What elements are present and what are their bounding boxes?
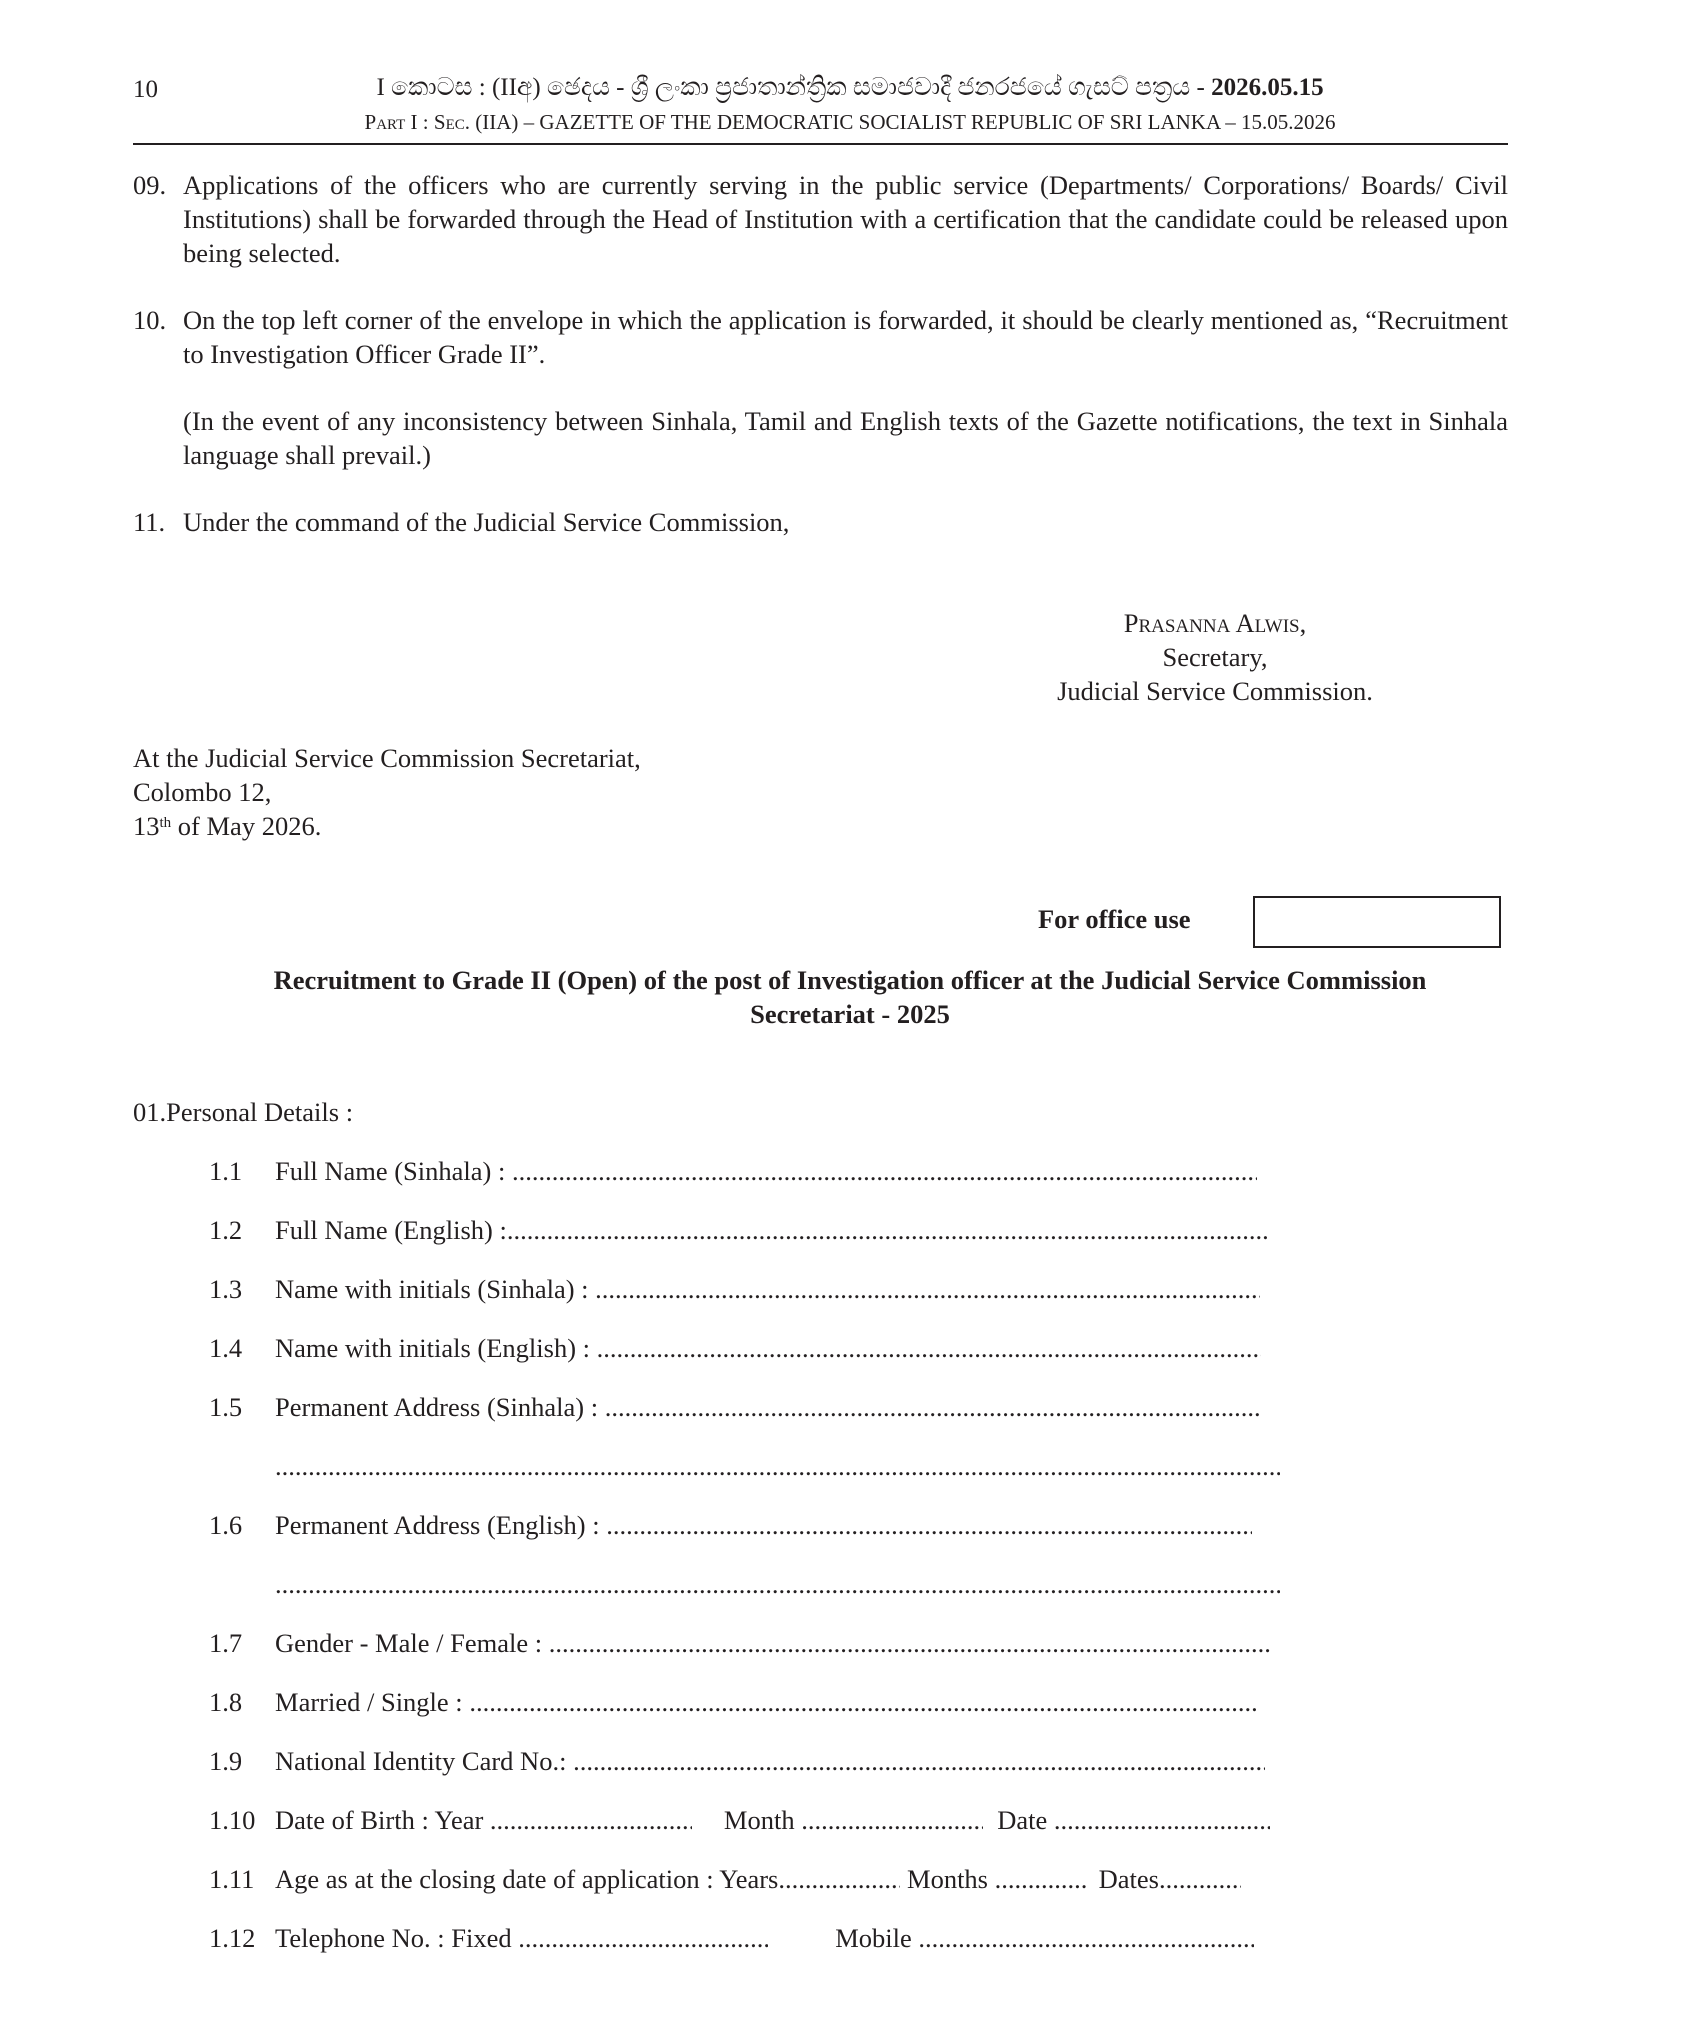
permanent-address-english-input[interactable] [606, 1508, 1252, 1542]
field-label: Permanent Address (Sinhala) : [275, 1392, 605, 1422]
field-number: 1.3 [209, 1274, 243, 1304]
header-sinhala-date: 2026.05.15 [1211, 74, 1324, 101]
age-dates-input[interactable] [1159, 1862, 1241, 1896]
field-label: Full Name (English) : [275, 1215, 507, 1245]
field-label: Name with initials (Sinhala) : [275, 1274, 596, 1304]
field-number: 1.7 [209, 1628, 243, 1658]
signatory-designation: Secretary, [1162, 642, 1268, 672]
place-line-2: Colombo 12, [133, 777, 272, 807]
signatory-name-text: Prasanna Alwis, [1123, 608, 1307, 638]
permanent-address-sinhala-input[interactable] [605, 1390, 1260, 1424]
age-dates-label: Dates [1098, 1864, 1159, 1894]
paragraph-09 [133, 168, 1508, 270]
form-title-line-2: Secretariat - 2025 [750, 999, 950, 1029]
place-line-1: At the Judicial Service Commission Secretariat, [133, 743, 641, 773]
nic-number-input[interactable] [573, 1744, 1265, 1778]
marital-status-input[interactable] [469, 1685, 1259, 1719]
issue-date [133, 809, 321, 843]
paragraph-text: Under the command of the Judicial Service Commission, [183, 507, 790, 537]
field-permanent-address-english-line-2 [275, 1567, 1280, 1601]
age-months-label: Months [900, 1864, 995, 1894]
gazette-header-sinhala [180, 74, 1520, 102]
gender-input[interactable] [549, 1626, 1271, 1660]
signatory-name [1000, 606, 1430, 640]
age-years-input[interactable] [778, 1862, 900, 1896]
paragraph-number: 10. [133, 305, 167, 335]
field-label: National Identity Card No.: [275, 1746, 574, 1776]
field-number: 1.10 [209, 1805, 256, 1835]
paragraph-text: On the top left corner of the envelope in which the application is forwarded, it should be clearly mentioned as, “Recruitment to Investigation Officer Grade II”. [183, 305, 1508, 369]
full-name-sinhala-input[interactable] [512, 1154, 1257, 1188]
form-title [180, 963, 1520, 1031]
field-label: Name with initials (English) : [275, 1333, 597, 1363]
paragraph-11 [133, 505, 1508, 539]
field-label: Permanent Address (English) : [275, 1510, 607, 1540]
paragraph-language-note [133, 404, 1508, 472]
paragraph-number: 09. [133, 170, 167, 200]
permanent-address-english-input-line-2[interactable] [275, 1567, 1280, 1601]
page-number: 10 [133, 76, 158, 103]
office-use-label: For office use [1038, 904, 1191, 934]
dob-date-input[interactable] [1054, 1803, 1270, 1837]
header-english-title: (IIA) – GAZETTE OF THE DEMOCRATIC SOCIALIST REPUBLIC OF SRI LANKA – 15.05.2026 [469, 110, 1336, 134]
telephone-fixed-input[interactable] [518, 1921, 768, 1955]
header-sinhala-title: I කොටස : (IIඅ) ඡෙදය - ශ්‍රී ලංකා ප්‍රජාතාන්ත්‍රික සමාජවාදී ජනරජයේ ගැසට් පත්‍රය - [376, 74, 1212, 101]
paragraph-10 [133, 303, 1508, 371]
field-label: Telephone No. : Fixed [275, 1923, 519, 1953]
issue-date-day: 13 [133, 811, 160, 841]
paragraph-text: (In the event of any inconsistency between Sinhala, Tamil and English texts of the Gazette notifications, the text in Sinhala language shall prevail.) [183, 406, 1508, 470]
field-number: 1.12 [209, 1923, 256, 1953]
field-number: 1.5 [209, 1392, 243, 1422]
field-number: 1.2 [209, 1215, 243, 1245]
field-number: 1.1 [209, 1156, 243, 1186]
field-number: 1.4 [209, 1333, 243, 1363]
field-permanent-address-sinhala-line-2 [275, 1449, 1280, 1483]
field-label: Gender - Male / Female : [275, 1628, 549, 1658]
field-label: Age as at the closing date of application : Years [275, 1864, 779, 1894]
field-label: Date of Birth : Year [275, 1805, 490, 1835]
field-label: Married / Single : [275, 1687, 470, 1717]
telephone-mobile-input[interactable] [918, 1921, 1254, 1955]
dob-date-label: Date [997, 1805, 1054, 1835]
age-months-input[interactable] [995, 1862, 1087, 1896]
permanent-address-sinhala-input-line-2[interactable] [275, 1449, 1280, 1483]
name-initials-sinhala-input[interactable] [595, 1272, 1260, 1306]
office-use-box[interactable] [1253, 896, 1501, 948]
issue-date-rest: of May 2026. [171, 811, 322, 841]
name-initials-english-input[interactable] [597, 1331, 1261, 1365]
paragraph-text: Applications of the officers who are currently serving in the public service (Departments/ Corporations/ Boards/ Civil Institutions) shall be forwarded through the Head of Institution with a certification that the candidate could be released upon being selected. [183, 170, 1508, 268]
form-title-line-1: Recruitment to Grade II (Open) of the post of Investigation officer at the Judicial Service Commission [273, 965, 1427, 995]
gazette-header-english [180, 110, 1520, 135]
paragraph-number: 11. [133, 507, 166, 537]
field-number: 1.11 [209, 1864, 255, 1894]
dob-month-input[interactable] [801, 1803, 983, 1837]
field-number: 1.8 [209, 1687, 243, 1717]
header-divider [133, 143, 1508, 145]
section-heading: 01.Personal Details : [133, 1097, 354, 1127]
field-number: 1.9 [209, 1746, 243, 1776]
full-name-english-input[interactable] [507, 1213, 1270, 1247]
field-number: 1.6 [209, 1510, 243, 1540]
telephone-mobile-label: Mobile [835, 1923, 919, 1953]
dob-year-input[interactable] [490, 1803, 692, 1837]
signatory-organization: Judicial Service Commission. [1057, 676, 1373, 706]
field-label: Full Name (Sinhala) : [275, 1156, 512, 1186]
dob-month-label: Month [723, 1805, 802, 1835]
header-part-label: Part I : Sec. [364, 110, 470, 134]
issue-date-suffix: th [159, 815, 172, 831]
